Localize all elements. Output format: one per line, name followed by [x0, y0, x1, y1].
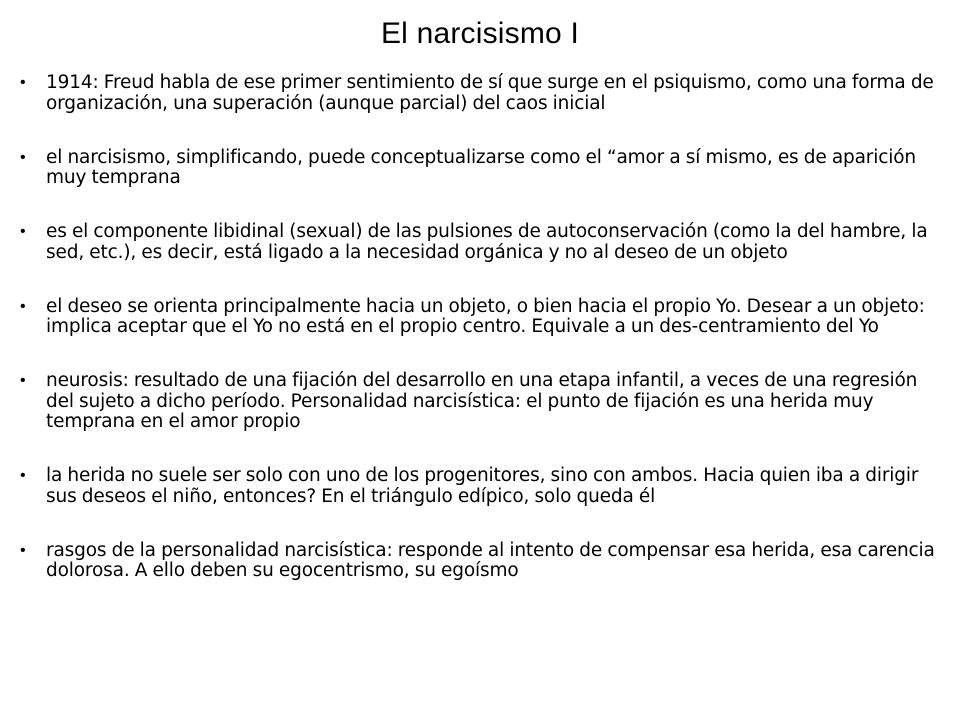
- bullet-list: [0, 73, 960, 582]
- bullet-text: neurosis: resultado de una fijación del desarrollo en una etapa infantil, a veces de una regresión del sujeto a dicho período. Personalidad narcisística: el punto de fijación es una herida muy temprana en el amor propio: [46, 370, 918, 432]
- bullet-marker: •: [20, 372, 26, 389]
- bullet-item: [0, 297, 960, 338]
- bullet-text: el deseo se orienta principalmente hacia un objeto, o bien hacia el propio Yo. Desear a un objeto: implica aceptar que el Yo no está en el propio centro. Equivale a un des-centramiento del Yo: [46, 295, 925, 337]
- bullet-text: rasgos de la personalidad narcisística: responde al intento de compensar esa herida, esa carencia dolorosa. A ello deben su egocentrismo, su egoísmo: [46, 539, 935, 581]
- bullet-text: es el componente libidinal (sexual) de las pulsiones de autoconservación (como la del hambre, la sed, etc.), es decir, está ligado a la necesidad orgánica y no al deseo de un objeto: [46, 221, 928, 263]
- bullet-marker: •: [20, 467, 26, 484]
- bullet-marker: •: [20, 541, 26, 559]
- bullet-item: [0, 148, 960, 189]
- bullet-item: [0, 73, 960, 114]
- bullet-text: el narcisismo, simplificando, puede conceptualizarse como el “amor a sí mismo, es de aparición muy temprana: [46, 146, 917, 188]
- bullet-marker: •: [20, 74, 26, 91]
- bullet-item: [0, 371, 960, 433]
- bullet-text: 1914: Freud habla de ese primer sentimiento de sí que surge en el psiquismo, como una forma de organización, una superación (aunque parcial) del caos inicial: [46, 72, 934, 114]
- bullet-item: [0, 222, 960, 263]
- bullet-marker: •: [20, 223, 26, 240]
- bullet-item: [0, 541, 960, 582]
- slide-title: El narcisismo I: [380, 17, 580, 50]
- bullet-marker: •: [20, 297, 26, 315]
- bullet-marker: •: [20, 148, 26, 166]
- bullet-text: la herida no suele ser solo con uno de los progenitores, sino con ambos. Hacia quien iba a dirigir sus deseos el niño, entonces? En el triángulo edípico, solo queda él: [46, 465, 919, 507]
- bullet-item: [0, 466, 960, 507]
